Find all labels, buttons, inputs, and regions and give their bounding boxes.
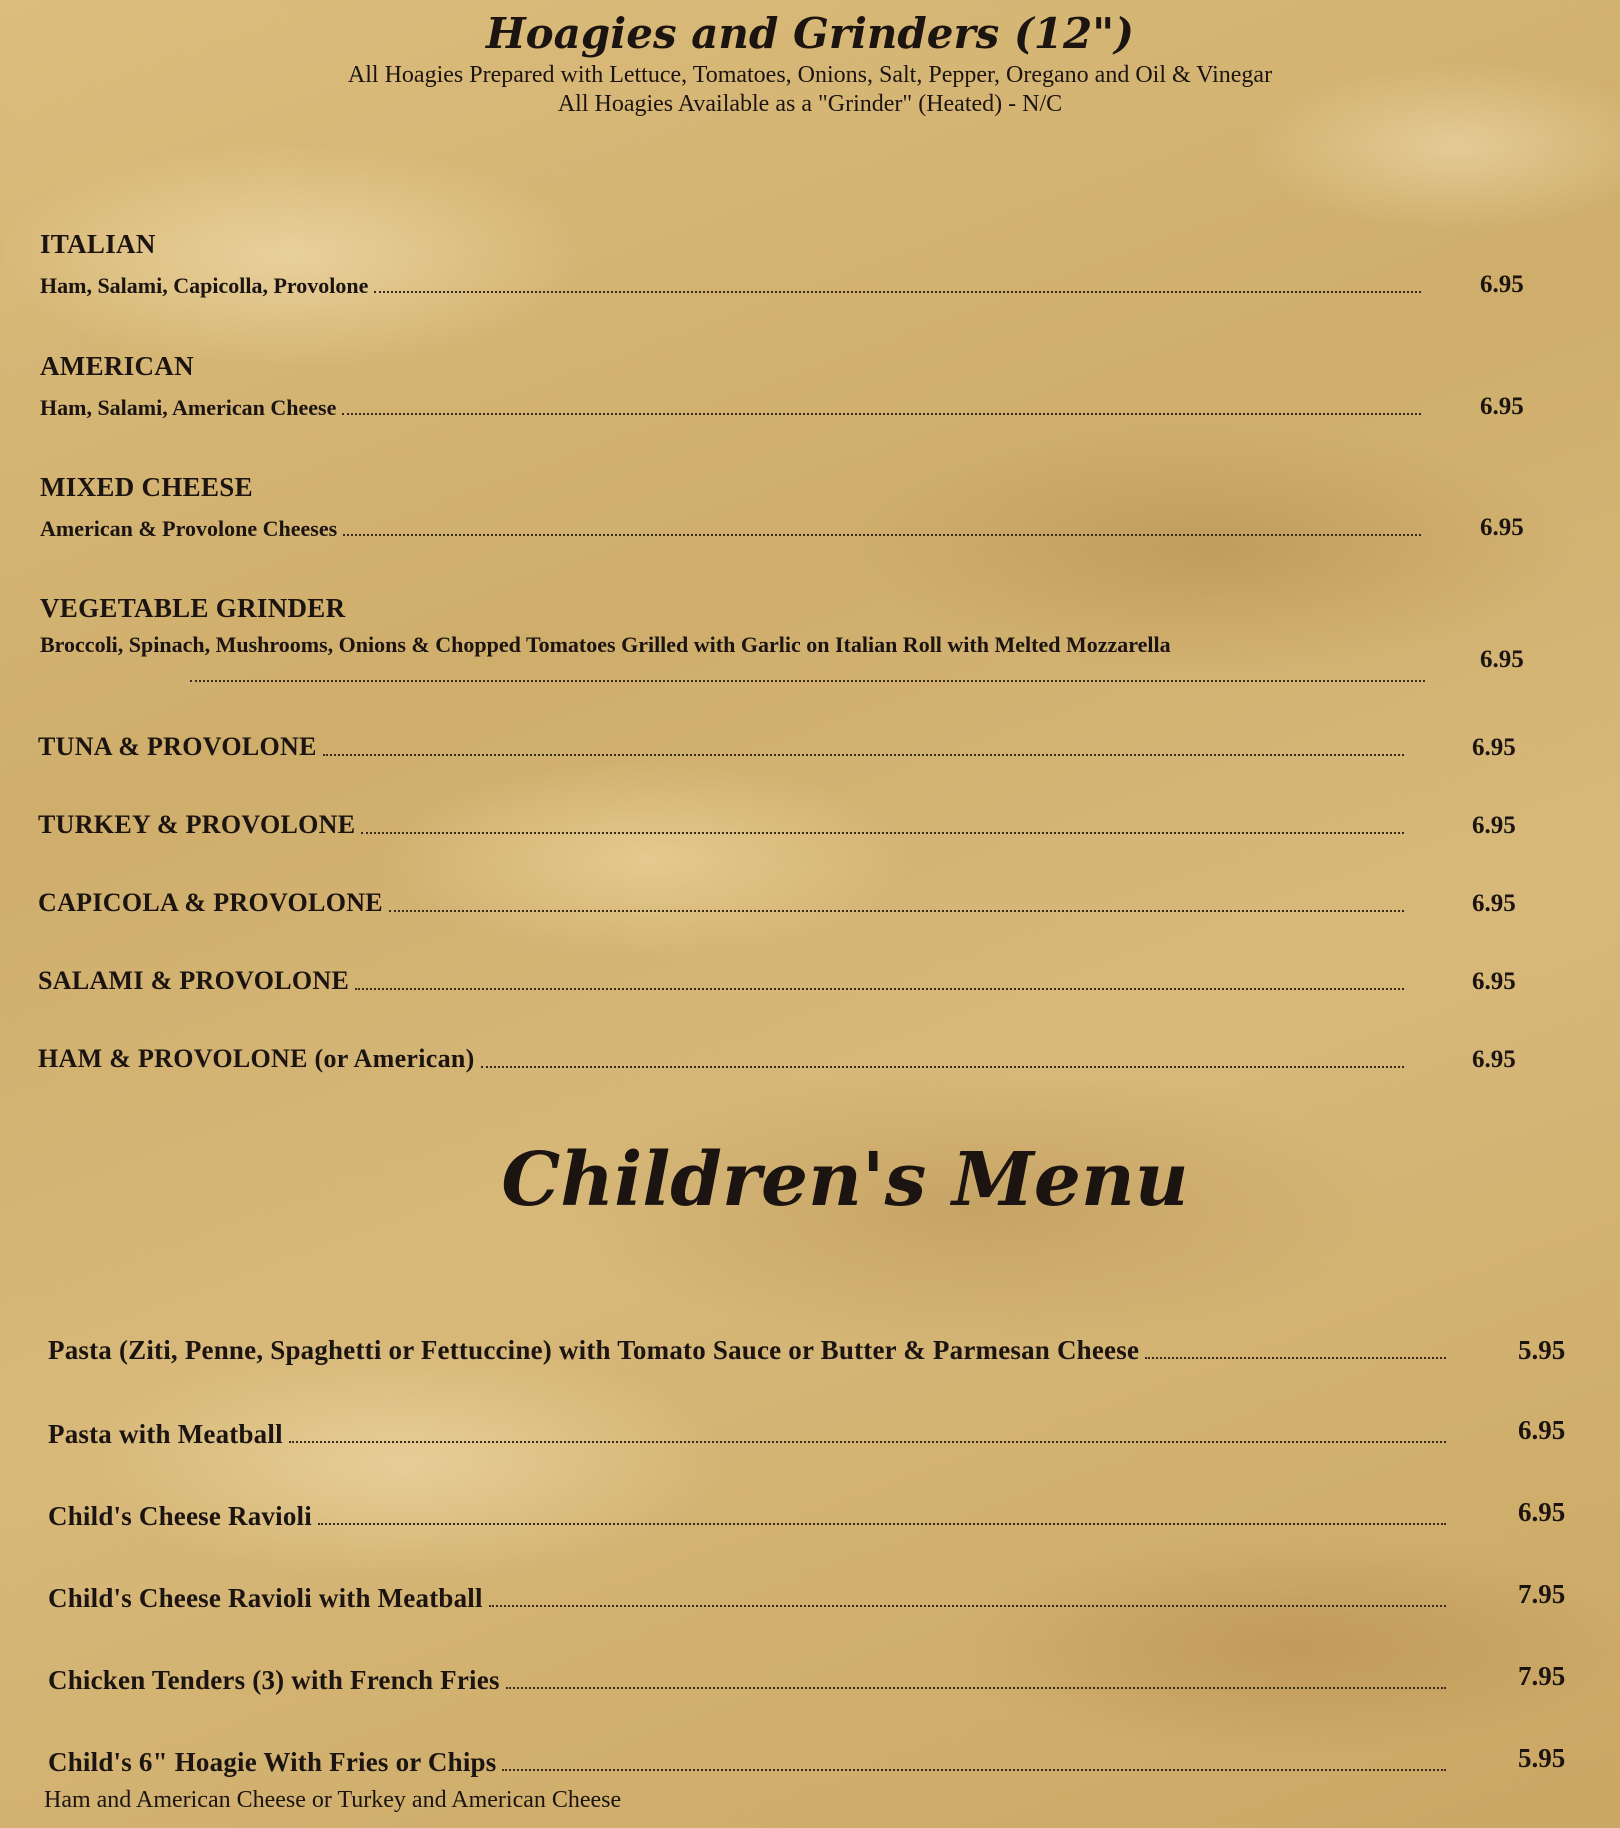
menu-item-price: 6.95	[1480, 393, 1524, 420]
menu-item-price: 6.95	[1472, 890, 1516, 917]
dot-leader	[190, 680, 1425, 682]
menu-item-row-kids-pasta	[48, 1334, 1450, 1366]
menu-item-row-turkey-provolone	[38, 809, 1408, 841]
dot-leader	[489, 1605, 1446, 1607]
dot-leader	[389, 910, 1404, 912]
menu-item-name: TUNA & PROVOLONE	[38, 732, 317, 761]
menu-item-price: 6.95	[1472, 734, 1516, 761]
menu-item-row-salami-provolone	[38, 965, 1408, 997]
menu-item-row-vegetable-grinder	[40, 632, 1425, 658]
menu-item-row-kids-ravioli	[48, 1500, 1450, 1532]
menu-item-name-vegetable-grinder: VEGETABLE GRINDER	[40, 593, 346, 623]
menu-item-name-mixed-cheese: MIXED CHEESE	[40, 472, 253, 502]
hoagies-subtitle-grinder: All Hoagies Available as a "Grinder" (Heated) - N/C	[557, 91, 1063, 117]
dot-leader	[506, 1687, 1446, 1689]
menu-item-name: Pasta (Ziti, Penne, Spaghetti or Fettuccine) with Tomato Sauce or Butter & Parmesan Cheese	[48, 1335, 1140, 1365]
dot-leader	[481, 1066, 1404, 1068]
menu-item-price: 6.95	[1472, 1046, 1516, 1073]
childrens-menu-title: Children's Menu	[501, 1137, 1189, 1223]
hoagies-subtitle-preparation: All Hoagies Prepared with Lettuce, Tomatoes, Onions, Salt, Pepper, Oregano and Oil & Vinegar	[347, 62, 1273, 88]
dot-leader	[342, 413, 1421, 415]
menu-item-name-italian: ITALIAN	[40, 229, 156, 259]
menu-item-price: 6.95	[1472, 968, 1516, 995]
menu-item-row-kids-ravioli-meatball	[48, 1582, 1450, 1614]
menu-item-description: American & Provolone Cheeses	[40, 516, 338, 541]
menu-item-price: 5.95	[1518, 1743, 1566, 1773]
menu-item-row-kids-pasta-meatball	[48, 1418, 1450, 1450]
menu-item-row-ham-provolone	[38, 1043, 1408, 1075]
menu-item-description: Broccoli, Spinach, Mushrooms, Onions & Chopped Tomatoes Grilled with Garlic on Italian Roll with Melted Mozzarella	[40, 632, 1171, 657]
menu-item-name-american: AMERICAN	[40, 351, 194, 381]
menu-item-row-tuna-provolone	[38, 731, 1408, 763]
menu-item-row-mixed-cheese	[40, 515, 1425, 543]
menu-item-row-kids-chicken-tenders	[48, 1664, 1450, 1696]
menu-item-description: Ham, Salami, Capicolla, Provolone	[40, 273, 369, 298]
dot-leader	[361, 832, 1404, 834]
menu-item-name: CAPICOLA & PROVOLONE	[38, 888, 383, 917]
menu-item-price: 6.95	[1518, 1415, 1566, 1445]
dot-leader	[318, 1523, 1446, 1525]
menu-item-price: 6.95	[1472, 812, 1516, 839]
menu-item-price: 7.95	[1518, 1661, 1566, 1691]
dot-leader	[355, 988, 1404, 990]
dot-leader	[343, 534, 1421, 536]
menu-item-name: Pasta with Meatball	[48, 1419, 283, 1449]
menu-item-description: Ham, Salami, American Cheese	[40, 395, 337, 420]
dot-leader	[323, 754, 1404, 756]
menu-item-name: Child's 6" Hoagie With Fries or Chips	[48, 1747, 497, 1777]
menu-item-note: Ham and American Cheese or Turkey and American Cheese	[44, 1787, 622, 1813]
menu-item-name: SALAMI & PROVOLONE	[38, 966, 350, 995]
menu-item-price: 7.95	[1518, 1579, 1566, 1609]
dot-leader	[1145, 1357, 1446, 1359]
menu-item-row-italian	[40, 272, 1425, 300]
dot-leader	[289, 1441, 1446, 1443]
menu-item-price: 5.95	[1518, 1335, 1566, 1365]
hoagies-section-title: Hoagies and Grinders (12")	[485, 9, 1134, 58]
menu-item-row-american	[40, 394, 1425, 422]
menu-item-name: TURKEY & PROVOLONE	[38, 810, 356, 839]
menu-item-row-capicola-provolone	[38, 887, 1408, 919]
menu-item-price: 6.95	[1480, 514, 1524, 541]
menu-item-price: 6.95	[1480, 646, 1524, 673]
menu-item-row-kids-hoagie	[48, 1746, 1450, 1778]
dot-leader	[502, 1769, 1446, 1771]
menu-item-price: 6.95	[1480, 271, 1524, 298]
menu-item-price: 6.95	[1518, 1497, 1566, 1527]
menu-item-name: Child's Cheese Ravioli with Meatball	[48, 1583, 483, 1613]
menu-item-name: Child's Cheese Ravioli	[48, 1501, 312, 1531]
menu-item-name: Chicken Tenders (3) with French Fries	[48, 1665, 500, 1695]
menu-item-name: HAM & PROVOLONE (or American)	[38, 1044, 475, 1073]
dot-leader	[374, 291, 1421, 293]
